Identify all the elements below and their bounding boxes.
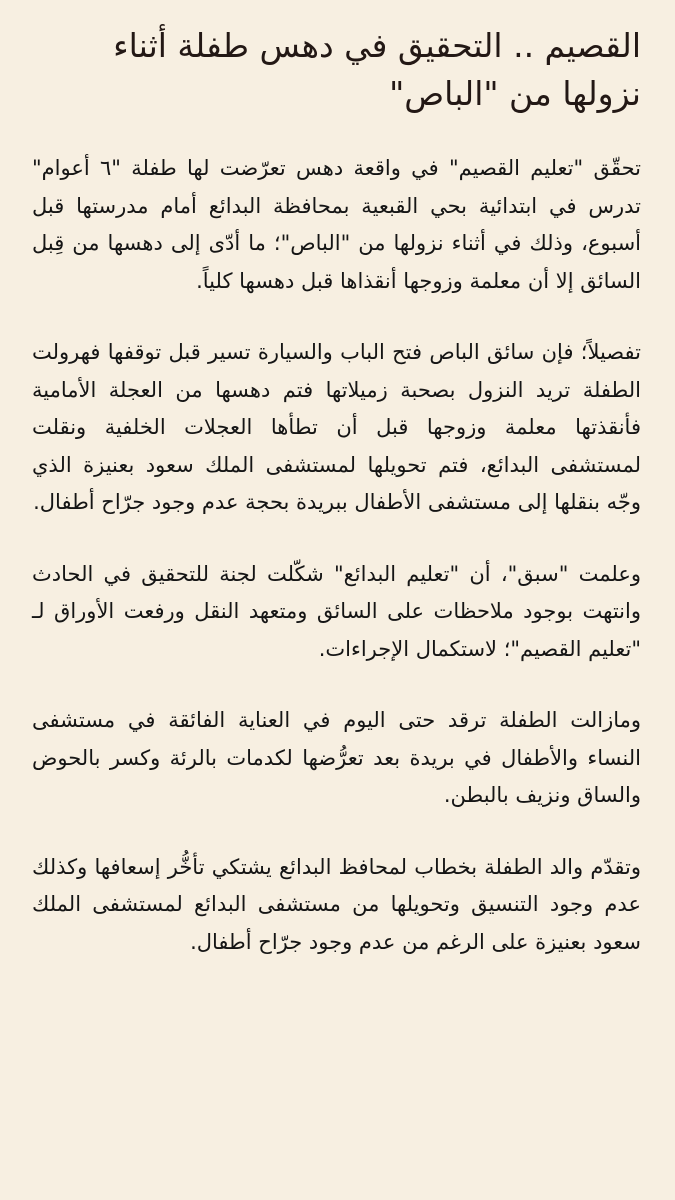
article-paragraph-5: وتقدّم والد الطفلة بخطاب لمحافظ البدائع يشتكي تأخُّر إسعافها وكذلك عدم وجود التنسيق وتحويلها من مستشفى البدائع لمستشفى الملك سعود بعنيزة على الرغم من عدم وجود جرّاح أطفال. [32,854,641,954]
article-paragraph-3: وعلمت "سبق"، أن "تعليم البدائع" شكّلت لجنة للتحقيق في الحادث وانتهت بوجود ملاحظات على السائق ومتعهد النقل ورفعت الأوراق لـ "تعليم القصيم"؛ لاستكمال الإجراءات. [32,561,641,661]
article-paragraph-1: تحقّق "تعليم القصيم" في واقعة دهس تعرّضت لها طفلة "٦ أعوام" تدرس في ابتدائية بحي القبعية بمحافظة البدائع أمام مدرستها قبل أسبوع، وذلك في أثناء نزولها من "الباص"؛ ما أدّى إلى دهسها من قِبل السائق إلا أن معلمة وزوجها أنقذاها قبل دهسها كلياً. [32,156,641,293]
article-paragraph-4: ومازالت الطفلة ترقد حتى اليوم في العناية الفائقة في مستشفى النساء والأطفال في بريدة بعد تعرُّضها لكدمات بالرئة وكسر بالحوض والساق ونزيف بالبطن. [32,708,641,807]
article-paragraph-2: تفصيلاً؛ فإن سائق الباص فتح الباب والسيارة تسير قبل توقفها فهرولت الطفلة تريد النزول بصحبة زميلاتها فتم دهسها من العجلة الأمامية فأنقذتها معلمة وزوجها قبل أن تطأها العجلات الخلفية ونقلت لمستشفى البدائع، فتم تحويلها لمستشفى الملك سعود بعنيزة الذي وجّه بنقلها إلى مستشفى الأطفال ببريدة بحجة عدم وجود جرّاح أطفال. [32,340,641,514]
article-title: القصيم .. التحقيق في دهس طفلة أثناء نزولها من "الباص" [113,26,641,113]
